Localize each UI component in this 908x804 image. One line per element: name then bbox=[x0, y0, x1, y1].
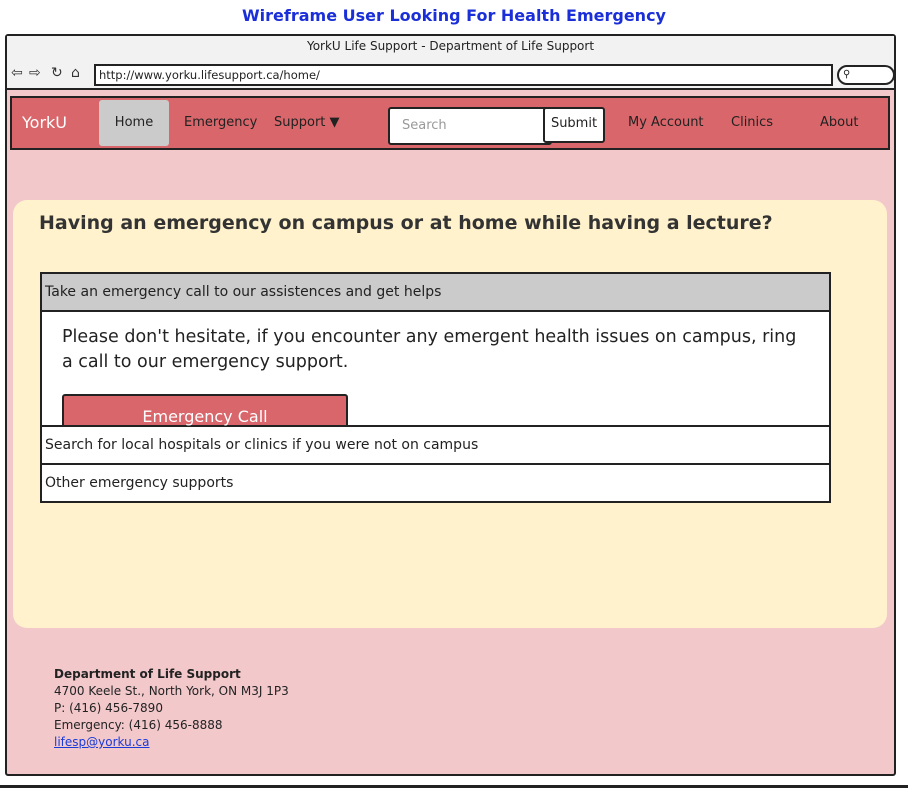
divider bbox=[0, 785, 908, 788]
nav-home[interactable]: Home bbox=[99, 100, 169, 146]
footer-phone: P: (416) 456-7890 bbox=[54, 701, 163, 715]
site-navbar bbox=[10, 96, 890, 150]
footer-address: 4700 Keele St., North York, ON M3J 1P3 bbox=[54, 684, 289, 698]
wireframe-title: Wireframe User Looking For Health Emergency bbox=[242, 6, 666, 25]
reload-icon[interactable]: ↻ bbox=[51, 65, 63, 81]
footer-title: Department of Life Support bbox=[54, 667, 241, 681]
window-title: YorkU Life Support - Department of Life Support bbox=[306, 39, 595, 53]
search-icon: ⚲ bbox=[843, 69, 851, 80]
home-icon[interactable]: ⌂ bbox=[71, 65, 80, 81]
forward-arrow-icon[interactable]: ⇨ bbox=[29, 65, 41, 81]
accordion-header-local-hospitals[interactable]: Search for local hospitals or clinics if you were not on campus bbox=[42, 425, 829, 463]
back-arrow-icon[interactable]: ⇦ bbox=[11, 65, 23, 81]
nav-clinics[interactable]: Clinics bbox=[731, 115, 774, 130]
emergency-call-button[interactable]: Emergency Call bbox=[62, 394, 348, 440]
submit-button[interactable]: Submit bbox=[543, 107, 605, 143]
footer-emergency-phone: Emergency: (416) 456-8888 bbox=[54, 718, 223, 732]
emergency-card bbox=[13, 200, 887, 628]
emergency-accordion bbox=[40, 272, 831, 503]
browser-window bbox=[5, 34, 896, 776]
browser-search-field[interactable] bbox=[837, 65, 895, 85]
nav-my-account[interactable]: My Account bbox=[628, 115, 704, 130]
nav-about[interactable]: About bbox=[820, 115, 859, 130]
emergency-call-description: Please don't hesitate, if you encounter any emergent health issues on campus, ring a call to our emergency support. bbox=[62, 327, 797, 372]
address-bar[interactable]: http://www.yorku.lifesupport.ca/home/ bbox=[94, 64, 833, 86]
nav-support-dropdown[interactable]: Support ▼ bbox=[274, 115, 340, 130]
search-input[interactable]: Search bbox=[388, 107, 552, 145]
browser-chrome bbox=[7, 36, 894, 90]
accordion-header-emergency-call[interactable]: Take an emergency call to our assistences and get helps bbox=[42, 274, 829, 312]
accordion-header-other-supports[interactable]: Other emergency supports bbox=[42, 463, 829, 501]
page-heading: Having an emergency on campus or at home while having a lecture? bbox=[39, 212, 773, 234]
accordion-panel-emergency-call bbox=[42, 312, 829, 425]
brand-logo[interactable]: YorkU bbox=[22, 113, 67, 132]
footer-email-link[interactable]: lifesp@yorku.ca bbox=[54, 735, 150, 749]
nav-emergency[interactable]: Emergency bbox=[184, 115, 258, 130]
footer bbox=[54, 666, 289, 751]
